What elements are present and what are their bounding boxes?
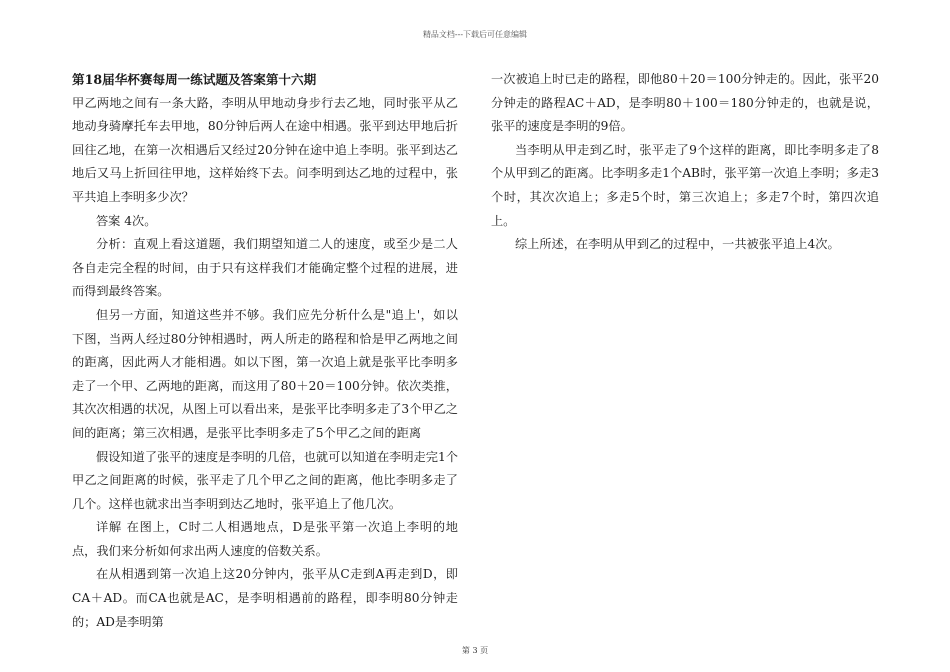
solution-paragraph: 详解 在图上，C时二人相遇地点，D是张平第一次追上李明的地点，我们来分析如何求出两人速度的倍数关系。 [72, 520, 458, 558]
problem-paragraph: 甲乙两地之间有一条大路，李明从甲地动身步行去乙地，同时张平从乙地动身骑摩托车去甲地，80分钟后两人在途中相遇。张平到达甲地后折回往乙地，在第一次相遇后又经过20分钟在途中追上李明。张平到达乙地后又马上折回往甲地，这样始终下去。问李明到达乙地的过程中，张平共追上李明多少次？ [72, 95, 458, 204]
analysis-paragraph-3: 假设知道了张平的速度是李明的几倍，也就可以知道在李明走完1个甲乙之间距离的时候，张平走了几个甲乙之间的距离，他比李明多走了几个。这样也就求出当李明到达乙地时，张平追上了他几次。 [72, 449, 458, 511]
page-number: 第 3 页 [461, 646, 489, 655]
right-column [491, 68, 879, 257]
analysis-paragraph-2: 但另一方面，知道这些并不够。我们应先分析什么是"追上'，如以下图，当两人经过80分钟相遇时，两人所走的路程和恰是甲乙两地之间的距离，因此两人才能相遇。如以下图，第一次追上就是张平比李明多走了一个甲、乙两地的距离，而这用了80＋20＝100分钟。依次类推，其次次相遇的状况，从图上可以看出来，是张平比李明多走了3个甲乙之间的距离；第三次相遇，是张平比李明多走了5个甲乙之间的距离 [72, 307, 458, 440]
answer-paragraph: 答案 4次。 [96, 213, 157, 228]
document-title: 第18届华杯赛每周一练试题及答案第十六期 [72, 72, 317, 87]
left-column [72, 68, 458, 634]
solution-paragraph-2: 在从相遇到第一次追上这20分钟内，张平从C走到A再走到D，即CA＋AD。而CA也就是AC，是李明相遇前的路程，即李明80分钟走的；AD是李明第 [72, 567, 458, 629]
continued-paragraph: 一次被追上时已走的路程，即他80＋20＝100分钟走的。因此，张平20分钟走的路程AC＋AD，是李明80＋100＝180分钟走的，也就是说，张平的速度是李明的9倍。 [491, 72, 879, 134]
analysis-paragraph: 分析：直观上看这道题，我们期望知道二人的速度，或至少是二人各自走完全程的时间，由于只有这样我们才能确定整个过程的进展，进而得到最终答案。 [72, 237, 458, 299]
header-note: 精品文档---下载后可任意编辑 [422, 30, 528, 39]
conclusion-paragraph: 综上所述，在李明从甲到乙的过程中，一共被张平追上4次。 [515, 237, 840, 252]
reasoning-paragraph: 当李明从甲走到乙时，张平走了9个这样的距离，即比李明多走了8个从甲到乙的距离。比李明多走1个AB时，张平第一次追上李明；多走3个时，其次次追上；多走5个时，第三次追上；多走7个时，第四次追上。 [491, 142, 879, 228]
